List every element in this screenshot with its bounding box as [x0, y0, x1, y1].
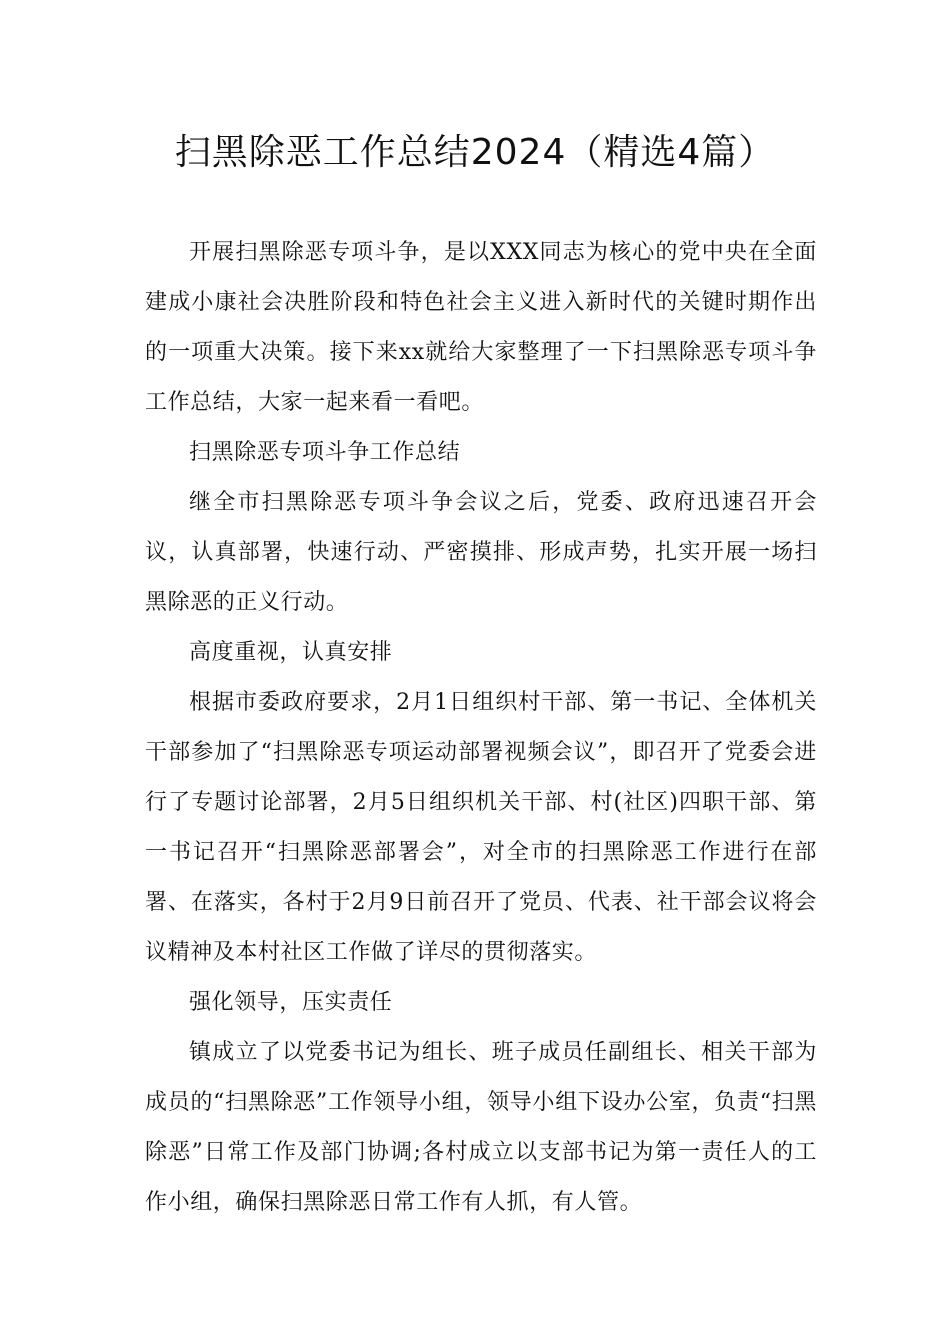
- body-paragraph: 镇成立了以党委书记为组长、班子成员任副组长、相关干部为成员的“扫黑除恶”工作领导小组，领导小组下设办公室，负责“扫黑除恶”日常工作及部门协调;各村成立以支部书记为第一责任人的工作小组，确保扫黑除恶日常工作有人抓，有人管。: [145, 1040, 817, 1215]
- document-title: 扫黑除恶工作总结2024（精选4篇）: [174, 132, 776, 173]
- section-heading-attention: 高度重视，认真安排: [189, 640, 393, 665]
- body-paragraph: 根据市委政府要求，2月1日组织村干部、第一书记、全体机关干部参加了“扫黑除恶专项运动部署视频会议”，即召开了党委会进行了专题讨论部署，2月5日组织机关干部、村(社区)四职干部、第一书记召开“扫黑除恶部署会”，对全市的扫黑除恶工作进行在部署、在落实，各村于2月9日前召开了党员、代表、社干部会议将会议精神及本村社区工作做了详尽的贯彻落实。: [145, 690, 817, 965]
- intro-paragraph: 开展扫黑除恶专项斗争，是以XXX同志为核心的党中央在全面建成小康社会决胜阶段和特色社会主义进入新时代的关键时期作出的一项重大决策。接下来xx就给大家整理了一下扫黑除恶专项斗争工作总结，大家一起来看一看吧。: [145, 240, 817, 415]
- document-body: [145, 228, 817, 1228]
- section-heading-leadership: 强化领导，压实责任: [189, 990, 393, 1015]
- section-heading-summary: 扫黑除恶专项斗争工作总结: [189, 440, 461, 465]
- body-paragraph: 继全市扫黑除恶专项斗争会议之后，党委、政府迅速召开会议，认真部署，快速行动、严密摸排、形成声势，扎实开展一场扫黑除恶的正义行动。: [145, 490, 817, 615]
